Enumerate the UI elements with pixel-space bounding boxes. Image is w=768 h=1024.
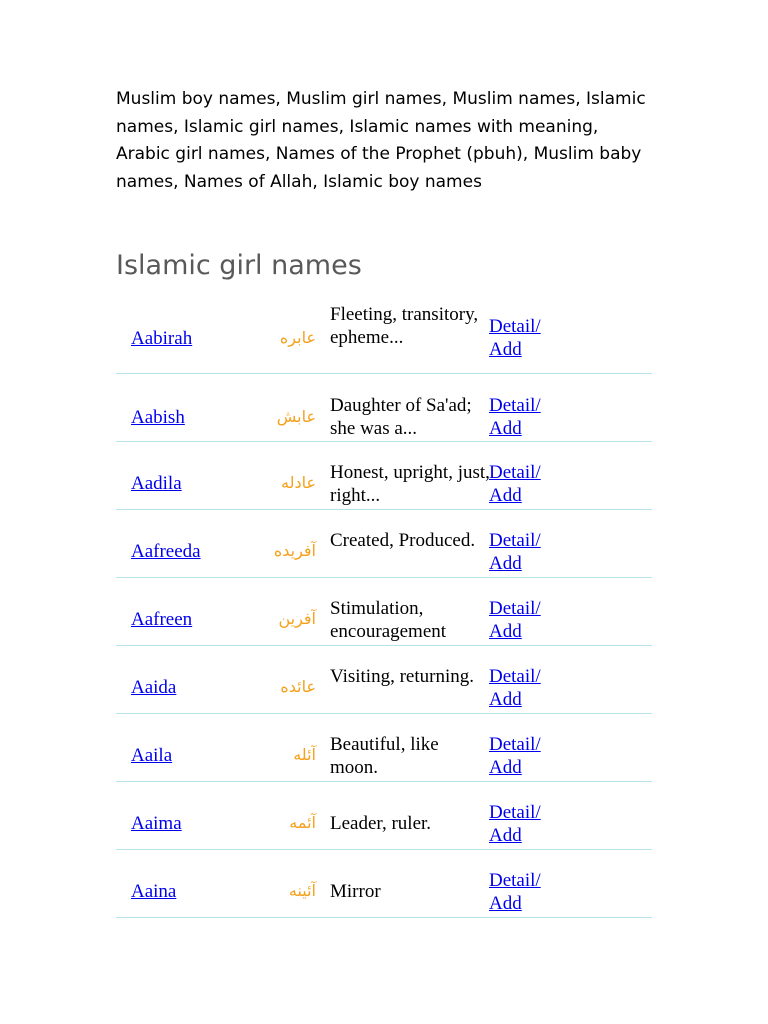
name-link[interactable]: Aafreen — [131, 609, 193, 630]
detail-link[interactable]: Detail/ — [489, 598, 541, 619]
detail-link[interactable]: Detail/ — [489, 462, 541, 483]
arabic-name: عابش — [276, 407, 316, 426]
arabic-name: آفریده — [273, 541, 316, 560]
table-row — [116, 442, 652, 510]
detail-link[interactable]: Detail/ — [489, 316, 541, 337]
add-link[interactable]: Add — [489, 756, 522, 778]
meaning-text: Honest, upright, just, right... — [330, 462, 490, 506]
detail-link[interactable]: Detail/ — [489, 870, 541, 891]
name-link[interactable]: Aaida — [131, 677, 177, 698]
arabic-name: عابره — [279, 328, 316, 347]
meaning-text: Daughter of Sa'ad; she was a... — [330, 395, 472, 439]
meaning-text: Fleeting, transitory, epheme... — [330, 304, 479, 348]
detail-add-link — [489, 395, 541, 440]
table-row — [116, 714, 652, 782]
add-link[interactable]: Add — [489, 892, 522, 914]
table-row — [116, 578, 652, 646]
arabic-name: آئله — [293, 745, 316, 764]
table-row — [116, 374, 652, 442]
arabic-name: آفرین — [278, 609, 316, 628]
add-link[interactable]: Add — [489, 552, 522, 574]
meaning-text: Beautiful, like moon. — [330, 734, 439, 778]
detail-add-link — [489, 870, 541, 915]
detail-add-link — [489, 530, 541, 575]
arabic-name: آئینه — [288, 881, 316, 900]
names-table — [116, 304, 652, 918]
name-link[interactable]: Aaina — [131, 881, 177, 902]
detail-add-link — [489, 734, 541, 779]
intro-paragraph: Muslim boy names, Muslim girl names, Muslim names, Islamic names, Islamic girl names, Islamic names with meaning, Arabic girl names, Names of the Prophet (pbuh), Muslim baby names, Names of Allah, Islamic boy names — [116, 89, 646, 192]
detail-add-link — [489, 666, 541, 711]
detail-add-link — [489, 316, 541, 361]
section-heading: Islamic girl names — [116, 250, 362, 281]
detail-link[interactable]: Detail/ — [489, 666, 541, 687]
detail-add-link — [489, 802, 541, 847]
detail-add-link — [489, 462, 541, 507]
table-row — [116, 510, 652, 578]
add-link[interactable]: Add — [489, 824, 522, 846]
meaning-text: Mirror — [330, 881, 381, 902]
detail-link[interactable]: Detail/ — [489, 530, 541, 551]
meaning-text: Visiting, returning. — [330, 666, 474, 687]
name-link[interactable]: Aafreeda — [131, 541, 201, 562]
name-link[interactable]: Aabirah — [131, 328, 193, 349]
detail-add-link — [489, 598, 541, 643]
arabic-name: عادله — [281, 473, 316, 492]
add-link[interactable]: Add — [489, 620, 522, 642]
table-row — [116, 304, 652, 374]
detail-link[interactable]: Detail/ — [489, 734, 541, 755]
table-row — [116, 782, 652, 850]
add-link[interactable]: Add — [489, 338, 522, 360]
meaning-text: Leader, ruler. — [330, 813, 432, 834]
table-row — [116, 646, 652, 714]
name-link[interactable]: Aadila — [131, 473, 182, 494]
meaning-text: Stimulation, encouragement — [330, 598, 447, 642]
name-link[interactable]: Aabish — [131, 407, 185, 428]
detail-link[interactable]: Detail/ — [489, 802, 541, 823]
arabic-name: آئمه — [289, 813, 316, 832]
name-link[interactable]: Aaima — [131, 813, 182, 834]
meaning-text: Created, Produced. — [330, 530, 476, 551]
arabic-name: عائده — [280, 677, 316, 696]
add-link[interactable]: Add — [489, 417, 522, 439]
add-link[interactable]: Add — [489, 484, 522, 506]
name-link[interactable]: Aaila — [131, 745, 173, 766]
detail-link[interactable]: Detail/ — [489, 395, 541, 416]
add-link[interactable]: Add — [489, 688, 522, 710]
table-row — [116, 850, 652, 918]
